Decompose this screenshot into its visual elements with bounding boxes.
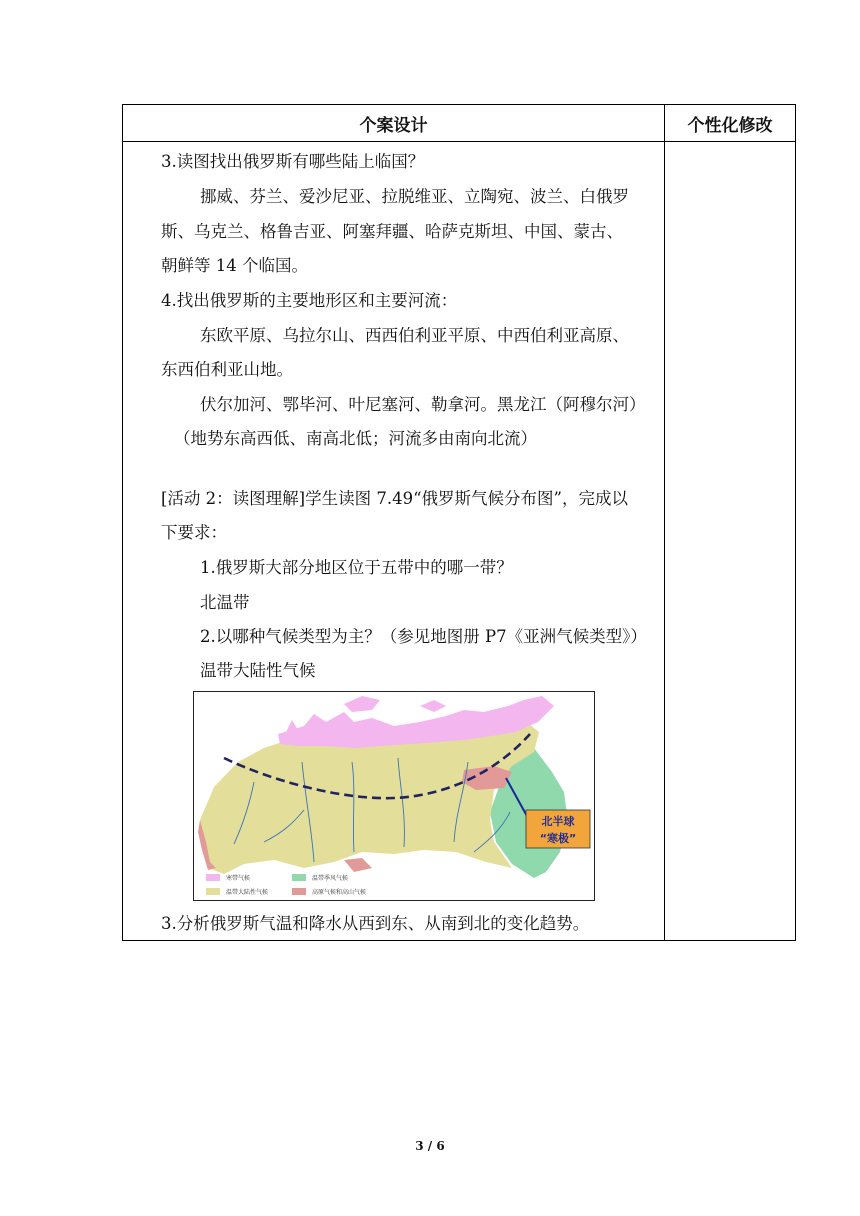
activity-q2: 2.以哪种气候类型为主？（参见地图册 P7《亚洲气候类型》） xyxy=(200,627,647,646)
activity-a2: 温带大陆性气候 xyxy=(200,661,316,680)
lesson-table xyxy=(122,104,796,941)
neighbors-line-3: 朝鲜等 14 个临国。 xyxy=(161,256,308,275)
q3-title: 3.读图找出俄罗斯有哪些陆上临国？ xyxy=(161,152,425,171)
polar-island-1 xyxy=(344,696,380,712)
rivers-line: 伏尔加河、鄂毕河、叶尼塞河、勒拿河。黑龙江（阿穆尔河） xyxy=(200,395,646,414)
legend-swatch-polar xyxy=(206,874,220,881)
main-cell xyxy=(123,142,665,941)
callout-label-1: 北半球 xyxy=(541,815,575,828)
neighbors-line-2: 斯、乌克兰、格鲁吉亚、阿塞拜疆、哈萨克斯坦、中国、蒙古、 xyxy=(161,222,623,241)
legend-swatch-monsoon xyxy=(292,874,306,881)
polar-island-3 xyxy=(286,720,298,732)
activity2-line-2: 下要求： xyxy=(161,523,227,542)
header-side: 个性化修改 xyxy=(665,105,796,142)
callout-label-2: “寒极” xyxy=(539,832,577,845)
header-main: 个案设计 xyxy=(123,105,665,142)
terrain-line-2: 东西伯利亚山地。 xyxy=(161,360,293,379)
legend-swatch-highland xyxy=(292,888,306,895)
activity-a1: 北温带 xyxy=(200,593,250,612)
terrain-line-1: 东欧平原、乌拉尔山、西西伯利亚平原、中西伯利亚高原、 xyxy=(200,326,629,345)
activity2-line-1: [活动 2：读图理解]学生读图 7.49“俄罗斯气候分布图”，完成以 xyxy=(161,489,628,508)
russia-climate-map xyxy=(193,691,595,901)
polar-island-2 xyxy=(420,700,446,712)
highland-region-south xyxy=(344,858,372,872)
legend-label-polar: 寒带气候 xyxy=(226,875,251,882)
legend-swatch-continental xyxy=(206,888,220,895)
page-number: 3 / 6 xyxy=(415,1139,445,1153)
personalization-cell[interactable] xyxy=(665,142,796,941)
map-legend xyxy=(206,874,366,896)
climate-map-svg xyxy=(194,692,594,900)
activity-q3: 3.分析俄罗斯气温和降水从西到东、从南到北的变化趋势。 xyxy=(161,914,590,933)
q4-title: 4.找出俄罗斯的主要地形区和主要河流： xyxy=(161,291,458,310)
activity-q1: 1.俄罗斯大部分地区位于五带中的哪一带？ xyxy=(200,558,513,577)
legend-label-monsoon: 温带季风气候 xyxy=(312,875,349,882)
legend-label-highland: 高原气候和高山气候 xyxy=(312,889,367,896)
terrain-note: （地势东高西低、南高北低；河流多由南向北流） xyxy=(174,429,537,448)
legend-label-continental: 温带大陆性气候 xyxy=(226,889,269,896)
neighbors-line-1: 挪威、芬兰、爱沙尼亚、拉脱维亚、立陶宛、波兰、白俄罗 xyxy=(200,187,629,206)
